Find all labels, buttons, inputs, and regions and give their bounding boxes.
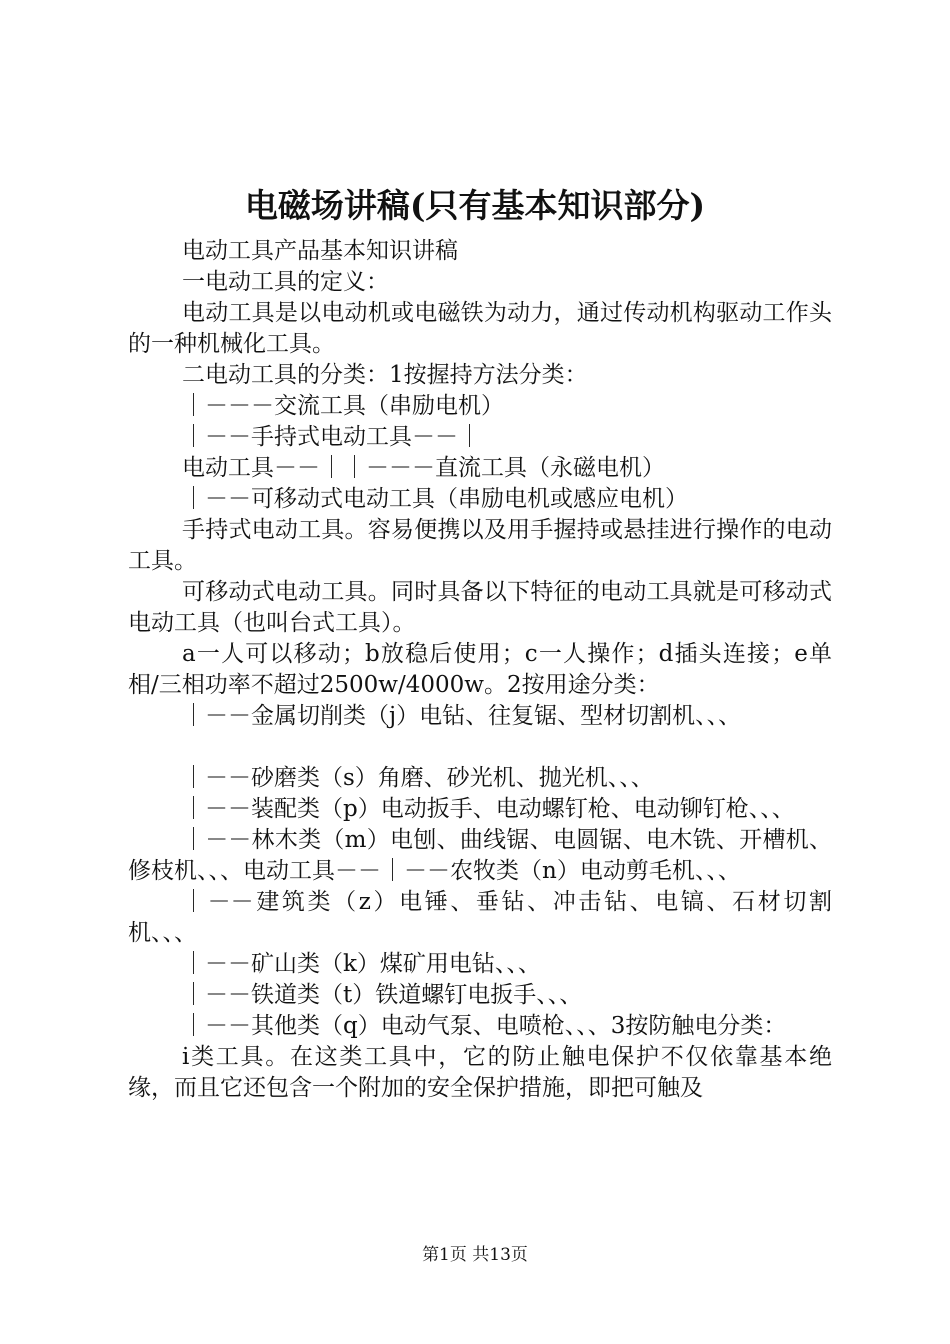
paragraph: 二电动工具的分类：1按握持方法分类： — [182, 362, 588, 388]
paragraph: ｜－－砂磨类（s）角磨、砂光机、抛光机、、、 — [182, 765, 654, 791]
paragraph: ｜－－林木类（m）电刨、曲线锯、电圆锯、电木铣、开槽机、修枝机、、、电动工具－－｜－－农牧类（n）电动剪毛机、、、 — [128, 827, 832, 884]
document-title: 电磁场讲稿(只有基本知识部分) — [244, 186, 706, 225]
paragraph: 手持式电动工具。容易便携以及用手握持或悬挂进行操作的电动工具。 — [128, 517, 832, 574]
paragraph: a一人可以移动；b放稳后使用；c一人操作；d插头连接；e单相/三相功率不超过2500w/4000w。2按用途分类： — [128, 641, 832, 698]
paragraph: ｜－－可移动式电动工具（串励电机或感应电机） — [182, 486, 688, 512]
paragraph: 电动工具－－｜｜－－－直流工具（永磁电机） — [182, 455, 665, 481]
page-footer: 第1页 共13页 — [422, 1245, 528, 1265]
paragraph: i类工具。在这类工具中，它的防止触电保护不仅依靠基本绝缘，而且它还包含一个附加的安全保护措施，即把可触及 — [128, 1044, 832, 1101]
paragraph: ｜－－手持式电动工具－－｜ — [182, 424, 481, 450]
paragraph: 电动工具是以电动机或电磁铁为动力，通过传动机构驱动工作头的一种机械化工具。 — [128, 300, 832, 357]
paragraph: ｜－－建筑类（z）电锤、垂钻、冲击钻、电镐、石材切割机、、、 — [128, 889, 832, 946]
paragraph: ｜－－铁道类（t）铁道螺钉电扳手、、、 — [182, 982, 583, 1008]
paragraph: 电动工具产品基本知识讲稿 — [182, 238, 458, 264]
paragraph: ｜－－矿山类（k）煤矿用电钻、、、 — [182, 951, 541, 977]
paragraph: ｜－－－交流工具（串励电机） — [182, 393, 504, 419]
paragraph: 一电动工具的定义： — [182, 269, 389, 295]
paragraph: ｜－－其他类（q）电动气泵、电喷枪、、、3按防触电分类： — [182, 1013, 787, 1039]
document-body — [128, 236, 832, 1104]
paragraph: 可移动式电动工具。同时具备以下特征的电动工具就是可移动式电动工具（也叫台式工具）。 — [128, 579, 832, 636]
paragraph: ｜－－装配类（p）电动扳手、电动螺钉枪、电动铆钉枪、、、 — [182, 796, 795, 822]
paragraph: ｜－－金属切削类（j）电钻、往复锯、型材切割机、、、 — [182, 703, 742, 729]
